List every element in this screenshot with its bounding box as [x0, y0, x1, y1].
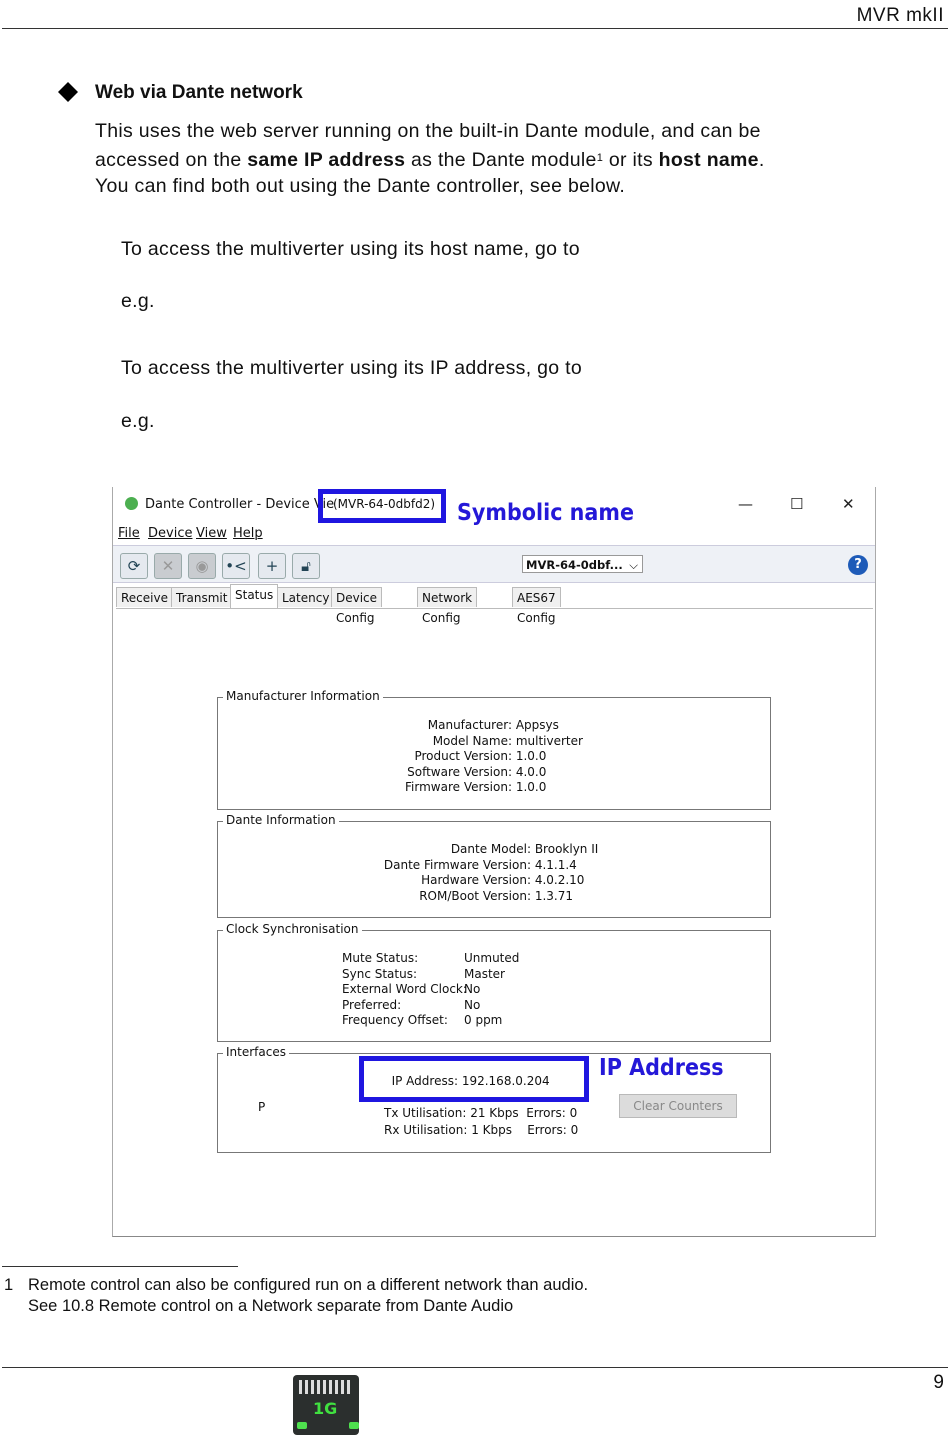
- menu-file[interactable]: File: [118, 526, 140, 541]
- host-name-instruction: To access the multiverter using its host name, go to: [121, 238, 580, 260]
- dante-info-group: [217, 813, 771, 918]
- footnote-rule: [2, 1266, 238, 1267]
- kv-value: 1.0.0: [515, 780, 547, 794]
- group-label: Clock Synchronisation: [223, 922, 362, 936]
- kv-value: 4.0.2.10: [534, 873, 585, 887]
- kv-key: Frequency Offset:: [342, 1013, 448, 1027]
- minimize-button[interactable]: —: [738, 495, 753, 513]
- port-speed-label: 1G: [313, 1399, 338, 1418]
- lock-icon[interactable]: 🔓︎: [292, 553, 320, 579]
- tx-row: [384, 1106, 577, 1122]
- bullet-diamond-icon: [58, 82, 78, 102]
- kv-value: 1 Kbps: [471, 1123, 513, 1137]
- kv-key: Product Version:: [414, 749, 512, 763]
- para-bold-ip: same IP address: [247, 148, 406, 171]
- kv-value: 4.1.1.4: [534, 857, 577, 872]
- window-title: Dante Controller - Device Vie: [145, 497, 335, 512]
- para-text: as the Dante module: [405, 148, 597, 171]
- kv-key: Rx Utilisation:: [384, 1123, 468, 1137]
- chevron-down-icon: ⌵: [629, 558, 638, 572]
- tab-latency[interactable]: Latency: [277, 587, 334, 607]
- kv-key: Sync Status:: [342, 966, 418, 981]
- menu-bar: [113, 523, 875, 545]
- section-title: Web via Dante network: [95, 82, 303, 103]
- kv-key: Tx Utilisation:: [384, 1106, 467, 1120]
- device-select[interactable]: [522, 555, 643, 573]
- manufacturer-rows: [218, 718, 772, 796]
- eye-icon[interactable]: ◉: [188, 553, 216, 579]
- help-icon[interactable]: ?: [848, 555, 868, 575]
- symbolic-name-annotation: Symbolic name: [457, 500, 635, 526]
- footnote-number: 1: [4, 1276, 14, 1294]
- para-line-1: This uses the web server running on the built-in Dante module, and can be: [95, 120, 761, 142]
- kv-key: ROM/Boot Version:: [419, 888, 531, 903]
- kv-key: IP Address:: [391, 1074, 458, 1088]
- menu-device[interactable]: Device: [148, 526, 193, 541]
- footnote-line-1: Remote control can also be configured run on a different network than audio.: [28, 1276, 589, 1294]
- kv-key: Firmware Version:: [405, 780, 512, 794]
- kv-key: External Word Clock:: [342, 982, 467, 996]
- link-led-icon: [297, 1422, 307, 1429]
- kv-value: Master: [464, 966, 505, 981]
- kv-key: Model Name:: [432, 733, 512, 748]
- kv-value: 0 ppm: [464, 1013, 503, 1027]
- para-text: or its: [603, 148, 659, 171]
- toolbar: [113, 545, 875, 583]
- group-label: Manufacturer Information: [223, 689, 383, 703]
- kv-key: Preferred:: [342, 997, 402, 1012]
- page-header-title: MVR mkII: [856, 5, 944, 26]
- tab-transmit[interactable]: Transmit: [171, 587, 232, 607]
- ip-address-annotation: IP Address: [599, 1055, 724, 1081]
- rx-row: [384, 1123, 578, 1139]
- page-number: 9: [933, 1372, 944, 1393]
- host-name-example: e.g.: [121, 290, 155, 312]
- kv-key: Dante Model:: [450, 842, 531, 856]
- kv-key: Dante Firmware Version:: [383, 857, 531, 872]
- primary-port-label: P: [258, 1100, 266, 1114]
- kv-value: 21 Kbps: [470, 1106, 519, 1120]
- kv-key: Mute Status:: [342, 951, 419, 965]
- footnote-ref[interactable]: 1: [596, 151, 604, 164]
- manufacturer-info-group: [217, 689, 771, 810]
- dante-info-rows: [218, 842, 772, 904]
- para-line-2: [95, 145, 895, 174]
- footnote-line-2: See 10.8 Remote control on a Network separate from Dante Audio: [28, 1297, 514, 1315]
- group-label: Interfaces: [223, 1045, 289, 1059]
- port-pins-icon: [299, 1380, 353, 1394]
- section-paragraph: [95, 118, 895, 200]
- para-line-3: You can find both out using the Dante controller, see below.: [95, 175, 626, 197]
- kv-value: Errors: 0: [526, 1106, 578, 1120]
- tools-icon[interactable]: ✕: [154, 553, 182, 579]
- kv-value: Appsys: [515, 718, 559, 732]
- maximize-button[interactable]: ☐: [790, 495, 804, 513]
- activity-led-icon: [349, 1422, 359, 1429]
- para-bold-hostname: host name: [658, 148, 759, 171]
- para-text: .: [758, 148, 765, 171]
- kv-value: Errors: 0: [527, 1123, 579, 1137]
- ip-instruction: To access the multiverter using its IP address, go to: [121, 357, 583, 379]
- window-title-device: (MVR-64-0dbfd2): [333, 497, 436, 511]
- refresh-icon[interactable]: ⟳: [120, 553, 148, 579]
- ip-address-highlight: [359, 1056, 589, 1102]
- menu-help[interactable]: Help: [233, 526, 263, 541]
- close-button[interactable]: ✕: [842, 495, 855, 513]
- footer-rule: [2, 1367, 948, 1368]
- tab-receive[interactable]: Receive: [116, 587, 173, 607]
- kv-value: 1.3.71: [534, 888, 573, 903]
- network-icon[interactable]: •<: [222, 553, 250, 579]
- footnote: [4, 1275, 904, 1319]
- tab-device-config[interactable]: Device Config: [331, 587, 382, 607]
- kv-value: 1.0.0: [515, 749, 547, 763]
- tab-status[interactable]: Status: [230, 584, 278, 608]
- kv-key: Manufacturer:: [427, 718, 512, 732]
- kv-value: 4.0.0: [515, 764, 547, 779]
- device-select-value: MVR-64-0dbf...: [526, 558, 623, 572]
- ip-example: e.g.: [121, 410, 155, 432]
- menu-view[interactable]: View: [196, 526, 227, 541]
- group-label: Dante Information: [223, 813, 339, 827]
- dante-app-icon: [125, 497, 138, 510]
- kv-value: multiverter: [515, 733, 583, 748]
- kv-key: Hardware Version:: [421, 873, 531, 887]
- tab-network-config[interactable]: Network Config: [417, 587, 477, 607]
- tab-aes67-config[interactable]: AES67 Config: [512, 587, 561, 607]
- add-icon[interactable]: +: [258, 553, 286, 579]
- symbolic-name-highlight: [318, 489, 446, 523]
- kv-value: Brooklyn II: [534, 842, 599, 856]
- header-rule: [2, 28, 948, 29]
- kv-value: Unmuted: [464, 951, 520, 965]
- clear-counters-button[interactable]: Clear Counters: [619, 1094, 737, 1118]
- clock-rows: [342, 951, 519, 1029]
- para-text: accessed on the: [95, 148, 248, 171]
- clock-sync-group: [217, 922, 771, 1042]
- kv-key: Software Version:: [407, 764, 512, 779]
- kv-value: No: [464, 982, 481, 996]
- ip-address-value: 192.168.0.204: [461, 1074, 550, 1088]
- kv-value: No: [464, 997, 481, 1012]
